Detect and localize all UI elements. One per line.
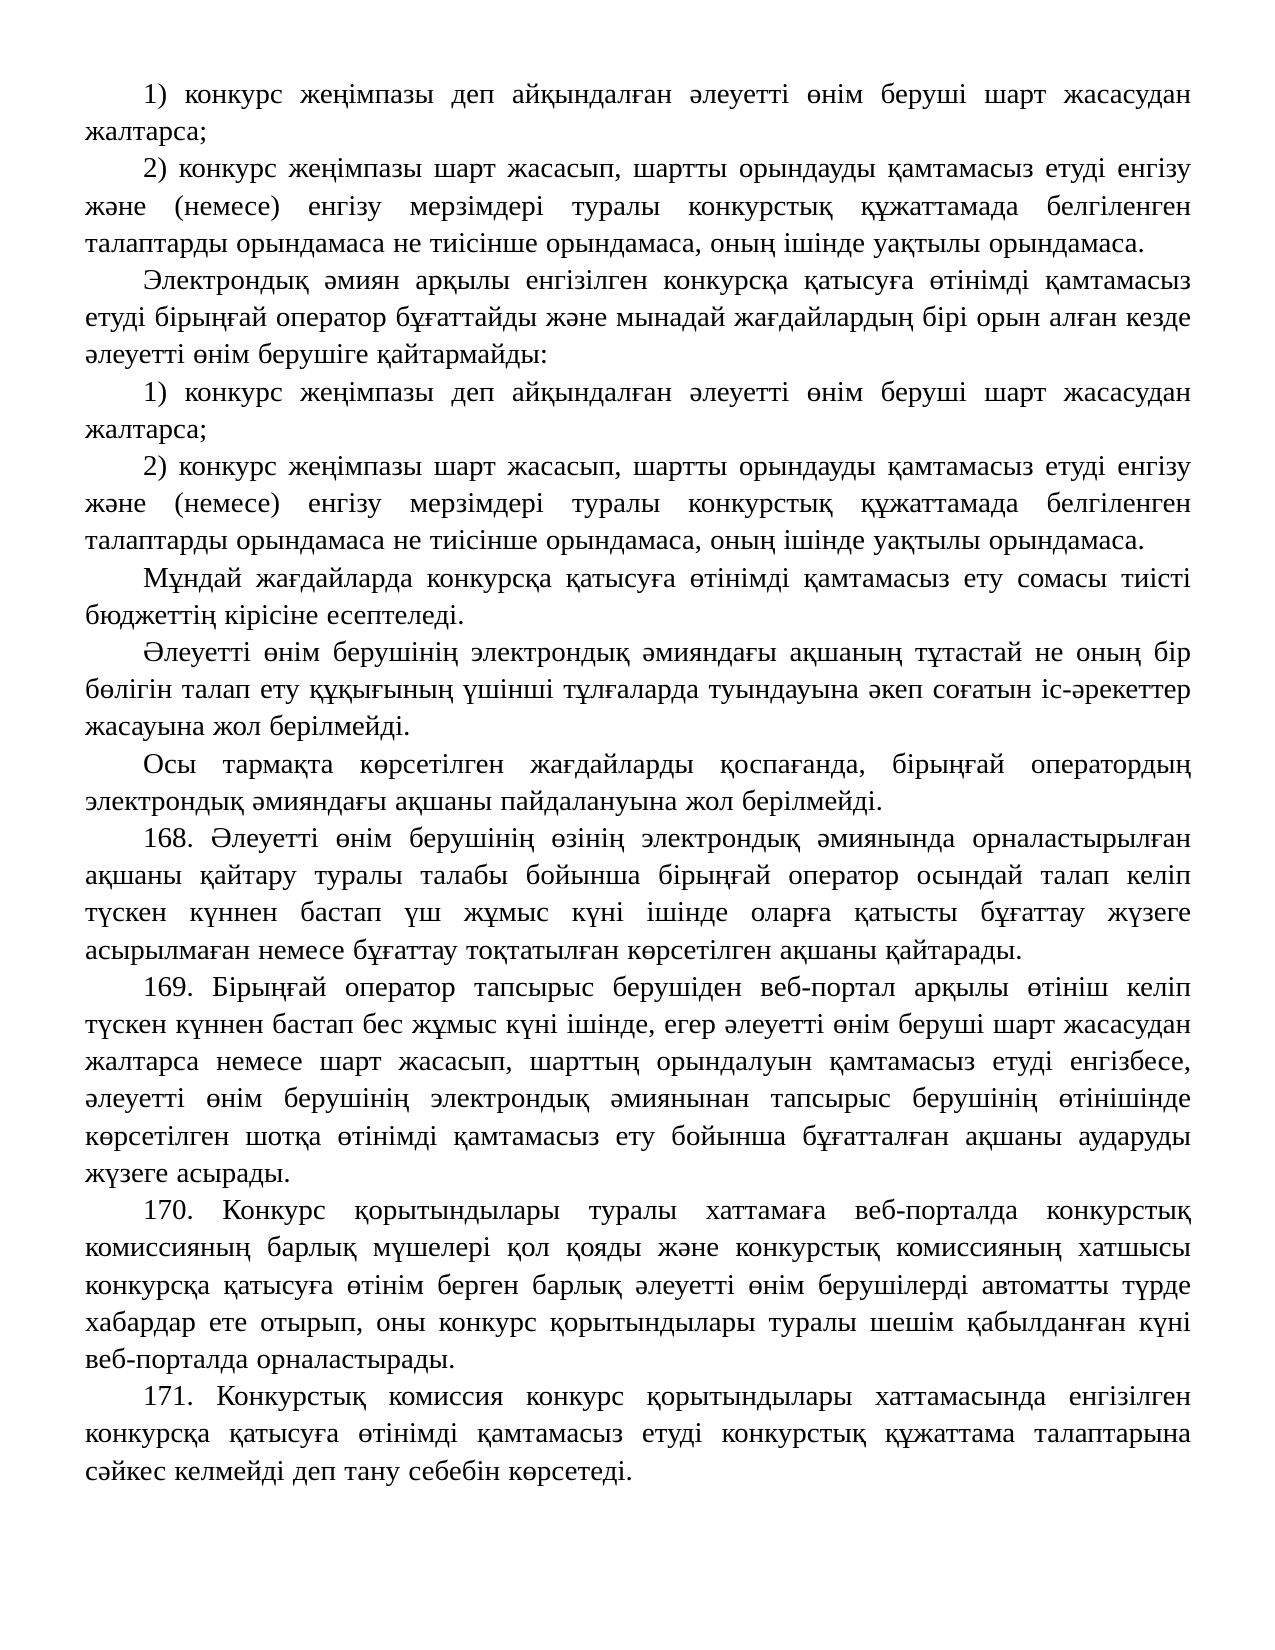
paragraph-clause-2: 2) конкурс жеңімпазы шарт жасасып, шартты орындауды қамтамасыз етуді енгізу және (немесе) енгізу мерзімдері туралы конкурстық құжаттамада белгіленген талаптарды орындамаса не тиісінше орындамаса, оның ішінде уақтылы орындамаса. bbox=[85, 152, 1191, 259]
paragraph-operator-restriction: Осы тармақта көрсетілген жағдайларды қоспағанда, бірыңғай оператордың электрондық әмияндағы ақшаны пайдалануына жол берілмейді. bbox=[85, 747, 1191, 817]
paragraph-third-party-claims: Әлеуетті өнім берушінің электрондық әмияндағы ақшаның тұтастай не оның бір бөлігін талап ету құқығының үшінші тұлғаларда туындауына әкеп соғатын іс-әрекеттер жасауына жол берілмейді. bbox=[85, 636, 1191, 743]
paragraph-clause-1: 1) конкурс жеңімпазы деп айқындалған әлеуетті өнім беруші шарт жасасудан жалтарса; bbox=[85, 78, 1191, 148]
paragraph-item-170: 170. Конкурс қорытындылары туралы хаттамаға веб-порталда конкурстық комиссияның барлық мүшелері қол қояды және конкурстық комиссияның хатшысы конкурсқа қатысуға өтінім берген барлық әлеуетті өнім берушілерді автоматты түрде хабардар ете отырып, оны конкурс қорытындылары туралы шешім қабылданған күні веб-порталда орналастырады. bbox=[85, 1194, 1191, 1375]
paragraph-clause-1-repeat: 1) конкурс жеңімпазы деп айқындалған әлеуетті өнім беруші шарт жасасудан жалтарса; bbox=[85, 375, 1191, 445]
paragraph-item-168: 168. Әлеуетті өнім берушінің өзінің электрондық әмиянында орналастырылған ақшаны қайтару туралы талабы бойынша бірыңғай оператор осындай талап келіп түскен күннен бастап үш жұмыс күні ішінде оларға қатысты бұғаттау жүзеге асырылмаған немесе бұғаттау тоқтатылған көрсетілген ақшаны қайтарады. bbox=[85, 822, 1191, 966]
paragraph-item-171: 171. Конкурстық комиссия конкурс қорытындылары хаттамасында енгізілген конкурсқа қатысуға өтінімді қамтамасыз етуді конкурстық құжаттама талаптарына сәйкес келмейді деп тану себебін көрсетеді. bbox=[85, 1380, 1191, 1487]
paragraph-clause-2-repeat: 2) конкурс жеңімпазы шарт жасасып, шартты орындауды қамтамасыз етуді енгізу және (немесе) енгізу мерзімдері туралы конкурстық құжаттамада белгіленген талаптарды орындамаса не тиісінше орындамаса, оның ішінде уақтылы орындамаса. bbox=[85, 450, 1191, 557]
paragraph-item-169: 169. Бірыңғай оператор тапсырыс берушіден веб-портал арқылы өтініш келіп түскен күннен бастап бес жұмыс күні ішінде, егер әлеуетті өнім беруші шарт жасасудан жалтарса немесе шарт жасасып, шарттың орындалуын қамтамасыз етуді енгізбесе, әлеуетті өнім берушінің электрондық әмиянынан тапсырыс берушінің өтінішінде көрсетілген шотқа өтінімді қамтамасыз ету бойынша бұғатталған ақшаны аударуды жүзеге асырады. bbox=[85, 970, 1191, 1189]
paragraph-ewallet-blocking: Электрондық әмиян арқылы енгізілген конкурсқа қатысуға өтінімді қамтамасыз етуді бірыңғай оператор бұғаттайды және мынадай жағдайлардың бірі орын алған кезде әлеуетті өнім берушіге қайтармайды: bbox=[85, 264, 1191, 371]
paragraph-budget-credit: Мұндай жағдайларда конкурсқа қатысуға өтінімді қамтамасыз ету сомасы тиісті бюджеттің кірісіне есептеледі. bbox=[85, 561, 1191, 631]
document-body bbox=[85, 76, 1191, 1490]
